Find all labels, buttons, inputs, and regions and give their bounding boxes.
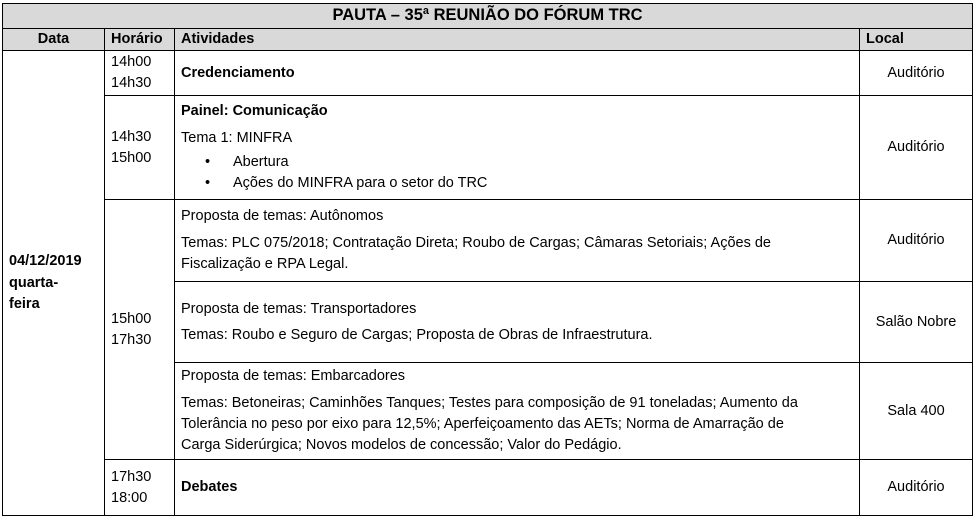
page-title: PAUTA – 35ª REUNIÃO DO FÓRUM TRC xyxy=(3,4,973,29)
header-row xyxy=(3,29,973,51)
time-debates xyxy=(105,460,175,516)
bullet-icon: • xyxy=(205,174,211,191)
location-credenciamento: Auditório xyxy=(860,51,973,96)
proposal-topics: Temas: Roubo e Seguro de Cargas; Proposta de Obras de Infraestrutura. xyxy=(181,326,653,343)
date-weekday-1: quarta- xyxy=(9,274,59,291)
location-transportadores: Salão Nobre xyxy=(860,282,973,363)
topics-line: Carga Siderúrgica; Novos modelos de concessão; Valor do Pedágio. xyxy=(181,436,622,453)
title-row xyxy=(3,4,973,29)
topics-line: Fiscalização e RPA Legal. xyxy=(181,255,349,272)
proposal-title: Proposta de temas: Autônomos xyxy=(181,208,384,225)
time-painel xyxy=(105,96,175,200)
topics-line: Tolerância no peso por eixo para 12,5%; Aperfeiçoamento das AETs; Norma de Amarração de xyxy=(181,415,784,432)
location-debates: Auditório xyxy=(860,460,973,516)
location-embarcadores: Sala 400 xyxy=(860,363,973,460)
activity-debates: Debates xyxy=(175,460,860,516)
time-end: 15h00 xyxy=(111,149,152,166)
activity-embarcadores xyxy=(175,363,860,460)
date-day: 04/12/2019 xyxy=(9,253,82,270)
header-location: Local xyxy=(860,29,973,51)
bullet-text: Ações do MINFRA para o setor do TRC xyxy=(233,174,488,191)
time-credenciamento xyxy=(105,51,175,96)
time-block xyxy=(105,200,175,460)
activity-painel xyxy=(175,96,860,200)
row-credenciamento xyxy=(3,51,973,96)
list-item xyxy=(181,173,853,194)
time-end: 18:00 xyxy=(111,489,148,506)
header-activities: Atividades xyxy=(175,29,860,51)
date-weekday-2: feira xyxy=(9,295,40,312)
panel-theme: Tema 1: MINFRA xyxy=(181,129,293,146)
topics-line: Temas: Betoneiras; Caminhões Tanques; Testes para composição de 91 toneladas; Aumento da xyxy=(181,394,798,411)
proposal-title: Proposta de temas: Transportadores xyxy=(181,300,417,317)
activity-transportadores xyxy=(175,282,860,363)
row-debates xyxy=(3,460,973,516)
header-time: Horário xyxy=(105,29,175,51)
time-end: 14h30 xyxy=(111,75,152,92)
row-painel xyxy=(3,96,973,200)
proposal-topics xyxy=(181,233,853,275)
time-start: 17h30 xyxy=(111,468,152,485)
bullet-text: Abertura xyxy=(233,153,289,170)
list-item xyxy=(181,152,853,173)
activity-autonomos xyxy=(175,200,860,282)
time-start: 15h00 xyxy=(111,310,152,327)
panel-bullets xyxy=(181,152,853,194)
row-autonomos xyxy=(3,200,973,282)
activity-credenciamento: Credenciamento xyxy=(175,51,860,96)
location-painel: Auditório xyxy=(860,96,973,200)
date-cell xyxy=(3,51,105,516)
topics-line: Temas: PLC 075/2018; Contratação Direta; Roubo de Cargas; Câmaras Setoriais; Ações de xyxy=(181,234,771,251)
time-start: 14h30 xyxy=(111,128,152,145)
proposal-topics xyxy=(181,393,853,456)
proposal-title: Proposta de temas: Embarcadores xyxy=(181,368,406,385)
time-start: 14h00 xyxy=(111,54,152,70)
bullet-icon: • xyxy=(205,153,211,170)
panel-title: Painel: Comunicação xyxy=(181,103,328,120)
agenda-table xyxy=(2,3,973,516)
time-end: 17h30 xyxy=(111,331,152,348)
location-autonomos: Auditório xyxy=(860,200,973,282)
header-date: Data xyxy=(3,29,105,51)
